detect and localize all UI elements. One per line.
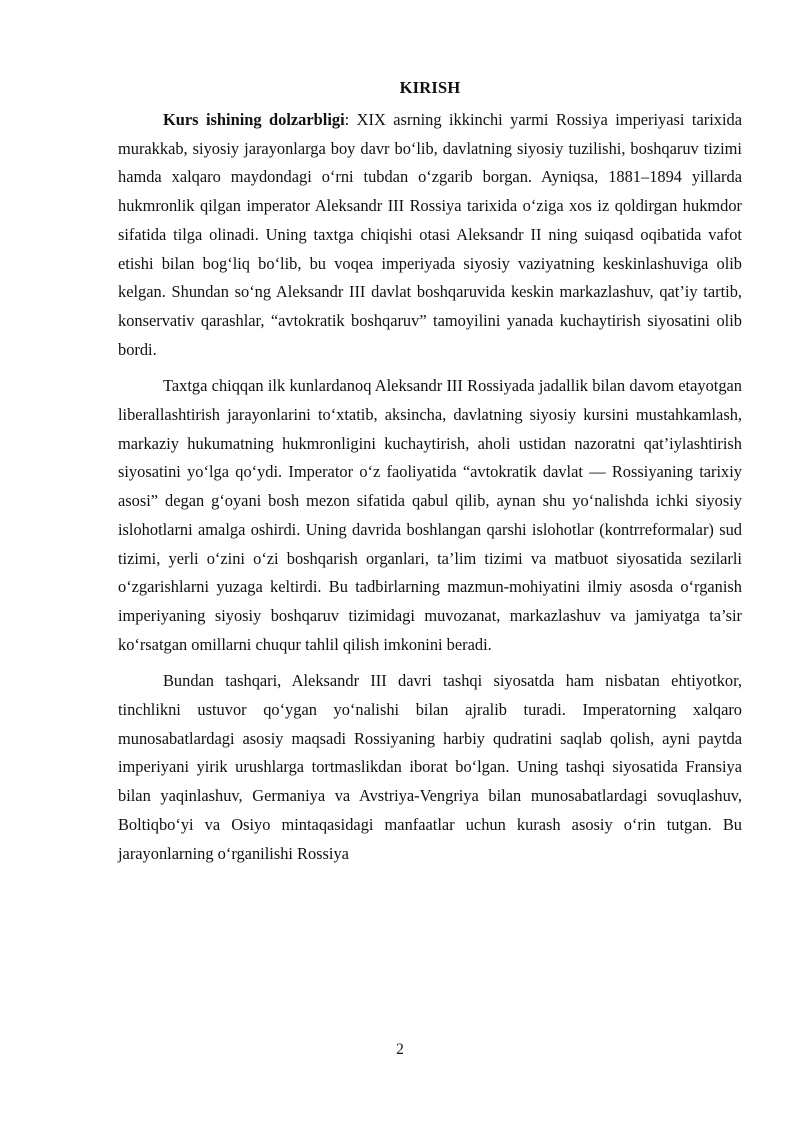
paragraph-foreign-policy	[118, 667, 742, 868]
paragraph-text: : XIX asrning ikkinchi yarmi Rossiya imperiyasi tarixida murakkab, siyosiy jarayonlarga boy davr bo‘lib, davlatning siyosiy tuzilishi, boshqaruv tizimi hamda xalqaro maydondagi o‘rni tubdan o‘zgarib borgan. Ayniqsa, 1881–1894 yillarda hukmronlik qilgan imperator Aleksandr III Rossiya tarixida o‘ziga xos iz qoldirgan hukmdor sifatida tilga olinadi. Uning taxtga chiqishi otasi Aleksandr II ning suiqasd oqibatida vafot etishi bilan bog‘liq bo‘lib, bu voqea imperiyada siyosiy vaziyatning keskinlashuviga olib kelgan. Shundan so‘ng Aleksandr III davlat boshqaruvida keskin markazlashuv, qat’iy tartib, konservativ qarashlar, “avtokratik boshqaruv” tamoyilini yanada kuchaytirish siyosatini olib bordi.	[118, 110, 742, 359]
paragraph-domestic-policy	[118, 372, 742, 659]
paragraph-text: Bundan tashqari, Aleksandr III davri tashqi siyosatda ham nisbatan ehtiyotkor, tinchlikni ustuvor qo‘ygan yo‘nalishi bilan ajralib turadi. Imperatorning xalqaro munosabatlardagi asosiy maqsadi Rossiyaning harbiy qudratini saqlab qolish, ayni paytda imperiyani yirik urushlarga tortmaslikdan iborat bo‘lgan. Uning tashqi siyosatida Fransiya bilan yaqinlashuv, Germaniya va Avstriya-Vengriya bilan munosabatlardagi sovuqlashuv, Boltiqbo‘yi va Osiyo mintaqasidagi manfaatlar uchun kurash asosiy o‘rin tutgan. Bu jarayonlarning o‘rganilishi Rossiya	[118, 671, 742, 863]
paragraph-lead: Kurs ishining dolzarbligi	[163, 110, 345, 129]
section-title: KIRISH	[399, 78, 461, 97]
paragraph-text: Taxtga chiqqan ilk kunlardanoq Aleksandr III Rossiyada jadallik bilan davom etayotgan liberallashtirish jarayonlarini to‘xtatib, aksincha, davlatning siyosiy kursini mustahkamlash, markaziy hukumatning hukmronligini kuchaytirish, aholi ustidan nazoratni qat’iylashtirish siyosatini yo‘lga qo‘ydi. Imperator o‘z faoliyatida “avtokratik davlat — Rossiyaning tarixiy asosi” degan g‘oyani bosh mezon sifatida qabul qilib, aynan shu yo‘nalishda ichki siyosiy islohotlarni amalga oshirdi. Uning davrida boshlangan qarshi islohotlar (kontrreformalar) sud tizimi, yerli o‘zini o‘zi boshqarish organlari, ta’lim tizimi va matbuot siyosatida sezilarli o‘zgarishlarni yuzaga keltirdi. Bu tadbirlarning mazmun-mohiyatini ilmiy asosda o‘rganish imperiyaning siyosiy boshqaruv tizimidagi muvozanat, markazlashuv va jamiyatga ta’sir ko‘rsatgan omillarni chuqur tahlil qilish imkonini beradi.	[118, 376, 742, 654]
paragraph-relevance	[118, 106, 742, 364]
page-number: 2	[396, 1041, 404, 1058]
page-content	[118, 76, 742, 876]
